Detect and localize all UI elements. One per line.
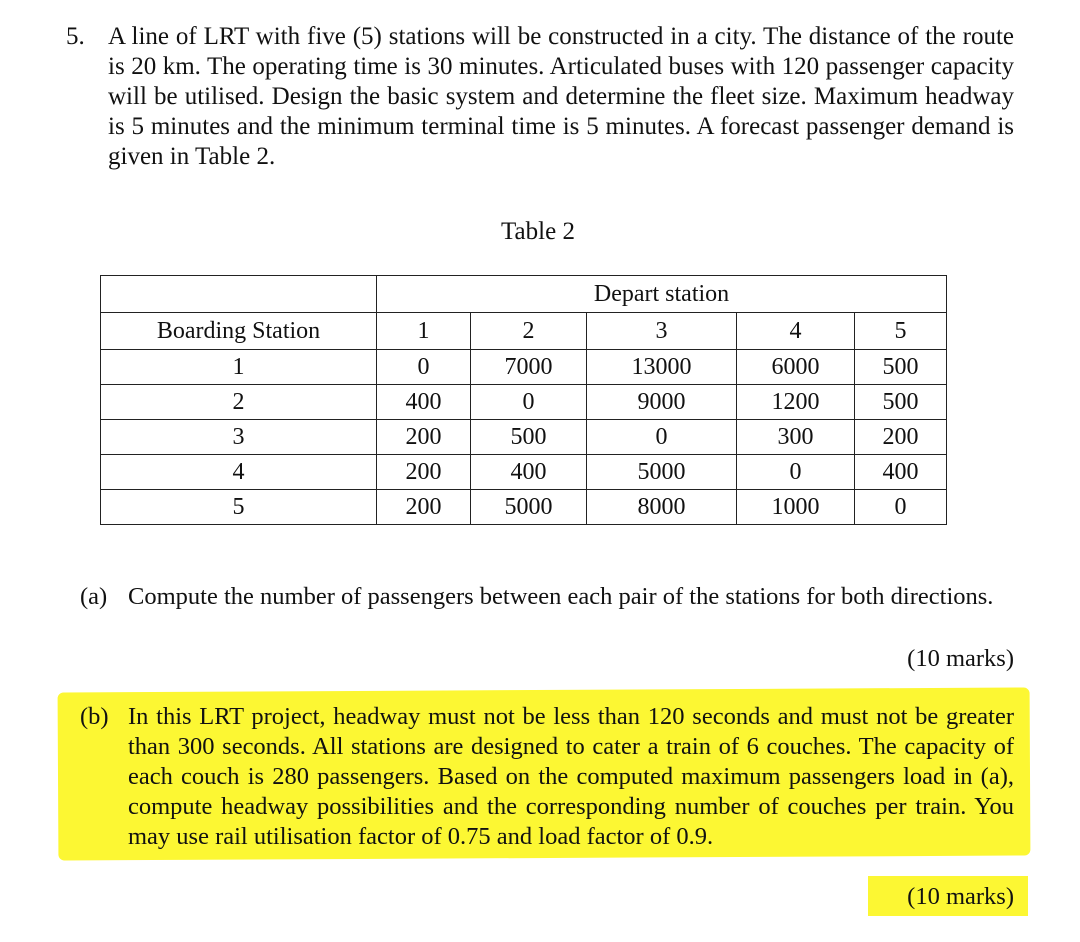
column-header: 5: [855, 313, 947, 350]
table-cell: 5000: [471, 490, 587, 525]
table-cell: 500: [855, 350, 947, 385]
table-cell: 400: [855, 455, 947, 490]
od-table: [100, 275, 947, 525]
table-cell: 300: [737, 420, 855, 455]
table-row: [101, 350, 947, 385]
table-cell: 0: [855, 490, 947, 525]
row-station: 2: [101, 385, 377, 420]
question-number: 5.: [66, 23, 85, 50]
column-header: 2: [471, 313, 587, 350]
part-b-text: In this LRT project, headway must not be less than 120 seconds and must not be greater than 300 seconds. All stations are designed to cater a train of 6 couches. The capacity of each couch is 280 passengers. Based on the computed maximum passengers load in (a), compute headway possibilities and the corresponding number of couches per train. You may use rail utilisation factor of 0.75 and load factor of 0.9.: [128, 703, 1014, 850]
table-cell: 6000: [737, 350, 855, 385]
table-cell: 1200: [737, 385, 855, 420]
table-caption: Table 2: [501, 218, 575, 245]
part-b-label: (b): [80, 703, 109, 730]
boarding-station-header: Boarding Station: [101, 313, 377, 350]
row-station: 4: [101, 455, 377, 490]
table-column-header-row: [101, 313, 947, 350]
table-cell: 0: [377, 350, 471, 385]
question-text: A line of LRT with five (5) stations will be constructed in a city. The distance of the route is 20 km. The operating time is 30 minutes. Articulated buses with 120 passenger capacity will be utilised. Design the basic system and determine the fleet size. Maximum headway is 5 minutes and the minimum terminal time is 5 minutes. A forecast passenger demand is given in Table 2.: [108, 23, 1014, 170]
depart-station-header: Depart station: [377, 276, 947, 313]
table-cell: 400: [377, 385, 471, 420]
row-station: 5: [101, 490, 377, 525]
table-cell: 500: [855, 385, 947, 420]
table-cell: 1000: [737, 490, 855, 525]
table-corner-cell: [101, 276, 377, 313]
table-cell: 200: [855, 420, 947, 455]
part-a-marks: (10 marks): [907, 645, 1014, 672]
column-header: 1: [377, 313, 471, 350]
part-a-label: (a): [80, 583, 108, 610]
table-cell: 0: [587, 420, 737, 455]
part-a-text: Compute the number of passengers between each pair of the stations for both directions.: [128, 583, 994, 610]
table-cell: 0: [471, 385, 587, 420]
table-cell: 8000: [587, 490, 737, 525]
column-header: 4: [737, 313, 855, 350]
table-cell: 500: [471, 420, 587, 455]
row-station: 3: [101, 420, 377, 455]
table-cell: 200: [377, 490, 471, 525]
table-row: [101, 455, 947, 490]
table-cell: 400: [471, 455, 587, 490]
table-row: [101, 385, 947, 420]
part-b-marks: (10 marks): [907, 883, 1014, 910]
table-cell: 0: [737, 455, 855, 490]
table-cell: 200: [377, 455, 471, 490]
table-row: [101, 420, 947, 455]
table-cell: 9000: [587, 385, 737, 420]
table-cell: 13000: [587, 350, 737, 385]
column-header: 3: [587, 313, 737, 350]
table-group-header-row: [101, 276, 947, 313]
table-cell: 200: [377, 420, 471, 455]
row-station: 1: [101, 350, 377, 385]
table-cell: 7000: [471, 350, 587, 385]
table-row: [101, 490, 947, 525]
table-cell: 5000: [587, 455, 737, 490]
